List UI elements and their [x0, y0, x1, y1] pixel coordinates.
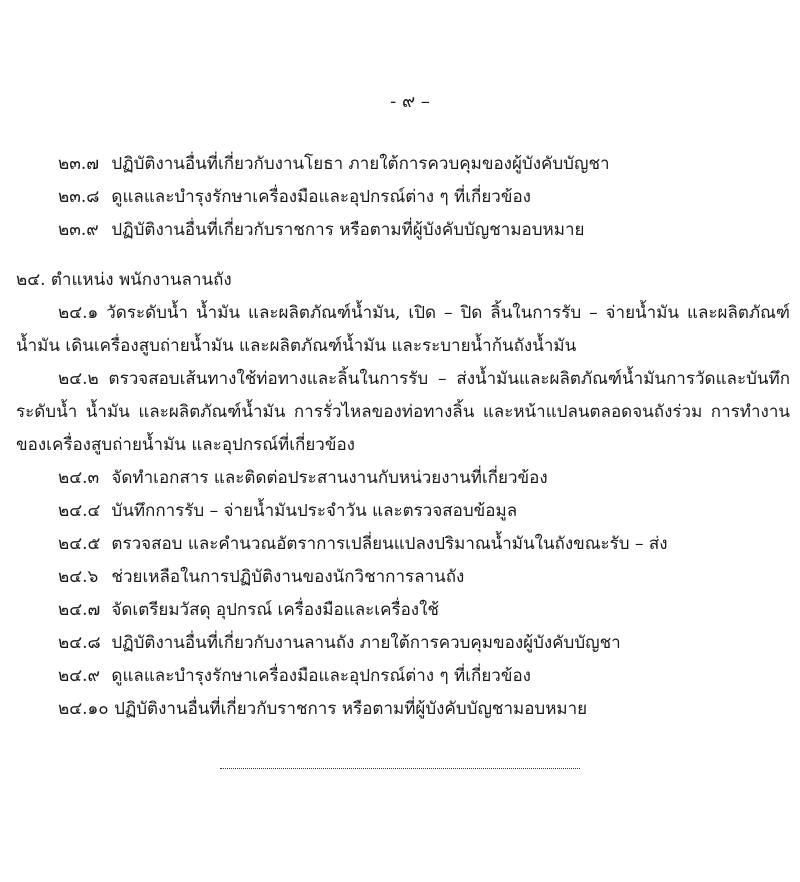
item-number: ๒๔.๔ — [58, 501, 101, 521]
item-text: ปฏิบัติงานอื่นที่เกี่ยวกับราชการ หรือตามที่ผู้บังคับบัญชามอบหมาย — [114, 699, 588, 719]
item-number: ๒๔.๘ — [58, 633, 101, 653]
item-number: ๒๓.๙ — [58, 220, 99, 240]
list-item — [16, 148, 790, 181]
item-number: ๒๔.๑๐ — [58, 699, 109, 719]
item-number: ๒๔.๒ — [58, 369, 99, 389]
list-item — [16, 627, 790, 660]
item-text: ตรวจสอบเส้นทางใช้ท่อทางและลิ้นในการรับ – ส่งน้ำมันและผลิตภัณฑ์น้ำมันการวัดและบันทึกระดับน้ำ น้ำมัน และผลิตภัณฑ์น้ำมัน การรั่วไหลของท่อทางลิ้น และหน้าแปลนตลอดจนถังร่วม การทำงานของเครื่องสูบถ่ายน้ำมัน และอุปกรณ์ที่เกี่ยวข้อง — [16, 369, 790, 455]
list-item — [16, 495, 790, 528]
item-number: ๒๔.๓ — [58, 468, 100, 488]
end-divider — [220, 768, 580, 769]
section-23-list — [16, 148, 790, 247]
item-text: จัดเตรียมวัสดุ อุปกรณ์ เครื่องมือและเครื่องใช้ — [111, 600, 439, 620]
item-number: ๒๓.๘ — [58, 187, 100, 207]
list-item — [16, 214, 790, 247]
item-text: ช่วยเหลือในการปฏิบัติงานของนักวิชาการลานถัง — [111, 567, 465, 587]
page-number: - ๙ – — [390, 91, 430, 112]
section-heading: ๒๔. ตำแหน่ง พนักงานลานถัง — [16, 270, 232, 290]
item-text: ดูแลและบำรุงรักษาเครื่องมือและอุปกรณ์ต่าง ๆ ที่เกี่ยวข้อง — [111, 666, 531, 686]
list-item — [16, 528, 790, 561]
item-number: ๒๔.๖ — [58, 567, 99, 587]
paragraph-item — [16, 363, 790, 462]
item-text: วัดระดับน้ำ น้ำมัน และผลิตภัณฑ์น้ำมัน, เปิด – ปิด ลิ้นในการรับ – จ่ายน้ำมัน และผลิตภัณฑ์น้ำมัน เดินเครื่องสูบถ่ายน้ำมัน และผลิตภัณฑ์น้ำมัน และระบายน้ำก้นถังน้ำมัน — [16, 303, 790, 356]
paragraph-item — [16, 297, 790, 363]
item-number: ๒๓.๗ — [58, 154, 100, 174]
item-number: ๒๔.๗ — [58, 600, 101, 620]
item-text: ตรวจสอบ และคำนวณอัตราการเปลี่ยนแปลงปริมาณน้ำมันในถังขณะรับ – ส่ง — [111, 534, 668, 554]
item-number: ๒๔.๑ — [58, 303, 99, 323]
item-number: ๒๔.๙ — [58, 666, 100, 686]
item-number: ๒๔.๕ — [58, 534, 101, 554]
item-text: ปฏิบัติงานอื่นที่เกี่ยวกับงานโยธา ภายใต้การควบคุมของผู้บังคับบัญชา — [111, 154, 610, 174]
list-item — [16, 561, 790, 594]
item-text: บันทึกการรับ – จ่ายน้ำมันประจำวัน และตรวจสอบข้อมูล — [111, 501, 518, 521]
list-item — [16, 462, 790, 495]
section-24 — [16, 264, 790, 726]
item-text: ปฏิบัติงานอื่นที่เกี่ยวกับงานลานถัง ภายใต้การควบคุมของผู้บังคับบัญชา — [111, 633, 621, 653]
list-item — [16, 693, 790, 726]
list-item — [16, 181, 790, 214]
item-text: ดูแลและบำรุงรักษาเครื่องมือและอุปกรณ์ต่าง ๆ ที่เกี่ยวข้อง — [111, 187, 531, 207]
list-item — [16, 660, 790, 693]
list-item — [16, 594, 790, 627]
item-text: จัดทำเอกสาร และติดต่อประสานงานกับหน่วยงานที่เกี่ยวข้อง — [111, 468, 548, 488]
item-text: ปฏิบัติงานอื่นที่เกี่ยวกับราชการ หรือตามที่ผู้บังคับบัญชามอบหมาย — [111, 220, 585, 240]
